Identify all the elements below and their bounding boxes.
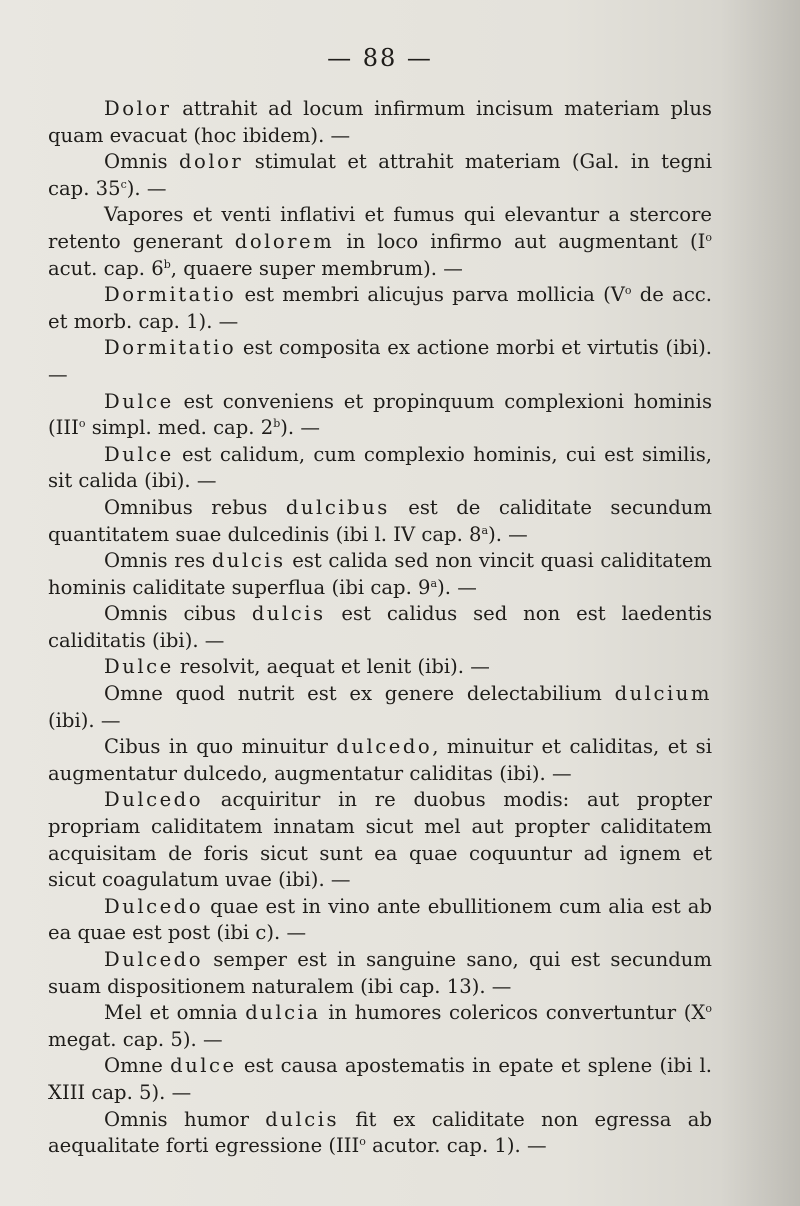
page-text	[48, 96, 712, 1160]
paragraph	[48, 442, 712, 495]
superscript: o	[624, 284, 632, 298]
superscript: b	[163, 257, 171, 271]
text-segment: quae est in vino ante ebullitionem cum alia est ab ea quae est post (ibi c). —	[48, 894, 712, 945]
spaced-term: Dolor	[104, 97, 172, 120]
spaced-term: Dulcedo	[104, 788, 204, 812]
superscript: o	[705, 1002, 712, 1016]
text-segment: Cibus in quo minuitur	[104, 735, 337, 759]
paragraph	[48, 495, 712, 548]
paragraph	[48, 1053, 712, 1106]
text-segment: est membri alicujus parva mollicia (V	[236, 283, 625, 307]
text-segment: Mel et omnia	[104, 1001, 246, 1025]
text-segment: est composita ex actione morbi et virtutis (ibi). —	[48, 336, 712, 386]
superscript: c	[120, 177, 127, 191]
spaced-term: dulcium	[614, 682, 712, 706]
paragraph	[48, 894, 712, 947]
paragraph	[48, 389, 712, 442]
paragraph	[48, 548, 712, 601]
superscript: o	[705, 230, 712, 244]
text-segment: stimulat et attrahit materiam (Gal. in tegni cap. 35	[48, 150, 712, 200]
paragraph	[48, 282, 712, 335]
text-segment: semper est in sanguine sano, qui est secundum suam dispositionem naturalem (ibi cap. 13). —	[48, 948, 712, 998]
text-segment: acut. cap. 6	[48, 256, 164, 280]
text-segment: est calida sed non vincit quasi caliditatem hominis caliditate superflua (ibi cap. 9	[48, 549, 712, 599]
text-segment: ). —	[280, 416, 320, 440]
paragraph	[48, 654, 712, 681]
text-segment: acquiritur in re duobus modis: aut propter propriam caliditatem innatam sicut mel aut propter caliditatem acquisitam de foris sicut sunt ea quae coquuntur ad ignem et sicut coagulatum uvae (ibi). —	[48, 788, 712, 892]
spaced-term: Dulcedo	[104, 948, 204, 971]
spaced-term: dulce	[170, 1054, 237, 1078]
spaced-term: Dulce	[104, 442, 174, 466]
spaced-term: Dulce	[104, 389, 174, 413]
text-segment: in loco infirmo aut augmentant (I	[334, 229, 706, 253]
spaced-term: dulcia	[245, 1001, 321, 1025]
text-segment: de acc. et morb. cap. 1). —	[48, 283, 713, 333]
spaced-term: dulcis	[211, 549, 286, 573]
paragraph	[48, 947, 712, 1000]
text-segment: ). —	[437, 575, 477, 599]
superscript: a	[430, 576, 438, 590]
text-segment: Omnibus rebus	[104, 495, 286, 519]
text-segment: Vapores et venti inflativi et fumus qui elevantur a stercore retento generant	[48, 203, 712, 253]
paragraph	[48, 96, 712, 149]
text-segment: (ibi). —	[48, 708, 121, 732]
superscript: o	[78, 417, 86, 431]
spaced-term: dulcibus	[285, 495, 390, 519]
paragraph	[48, 1107, 712, 1160]
text-segment: Omnis humor	[104, 1107, 266, 1131]
text-segment: est calidus sed non est laedentis caliditatis (ibi). —	[48, 602, 712, 652]
text-segment: est calidum, cum complexio hominis, cui est similis, sit calida (ibi). —	[48, 442, 712, 493]
superscript: o	[359, 1135, 366, 1149]
text-segment: est conveniens et propinquum complexioni hominis (III	[48, 389, 712, 440]
text-segment: fit ex caliditate non egressa ab aequalitate forti egressione (III	[48, 1107, 712, 1158]
spaced-term: Dormitatio	[104, 336, 237, 360]
text-segment: est de caliditate secundum quantitatem suae dulcedinis (ibi l. IV cap. 8	[48, 495, 712, 546]
text-segment: Omne	[104, 1054, 171, 1078]
spaced-term: dulcis	[265, 1107, 340, 1131]
text-segment: attrahit ad locum infirmum incisum materiam plus quam evacuat (hoc ibidem). —	[48, 97, 712, 147]
text-segment: est causa apostematis in epate et splene (ibi l. XIII cap. 5). —	[48, 1054, 712, 1104]
paragraph	[48, 734, 712, 787]
text-segment: resolvit, aequat et lenit (ibi). —	[173, 655, 490, 679]
spaced-term: dolor	[179, 150, 244, 174]
text-segment: Omnis	[104, 150, 179, 174]
text-segment: ). —	[488, 522, 528, 546]
text-segment: acutor. cap. 1). —	[365, 1134, 547, 1158]
text-segment: simpl. med. cap. 2	[85, 416, 274, 440]
text-segment: Omnis cibus	[104, 602, 252, 626]
paragraph	[48, 149, 712, 202]
text-segment: Omne quod nutrit est ex genere delectabilium	[104, 682, 615, 706]
text-segment: , minuitur et caliditas, et si augmentatur dulcedo, augmentatur caliditas (ibi). —	[48, 735, 712, 785]
paragraph	[48, 1000, 712, 1053]
spaced-term: Dulce	[104, 655, 174, 679]
page-number: — 88 —	[327, 44, 433, 72]
paragraph	[48, 787, 712, 893]
paragraph	[48, 681, 712, 734]
spaced-term: dolorem	[234, 229, 335, 253]
spaced-term: dulcis	[251, 602, 326, 626]
superscript: b	[273, 417, 281, 431]
superscript: a	[481, 523, 489, 537]
paragraph	[48, 601, 712, 654]
text-segment: ). —	[126, 176, 167, 200]
paragraph	[48, 335, 712, 388]
spaced-term: dulcedo	[336, 735, 433, 759]
paragraph	[48, 202, 712, 282]
spaced-term: Dulcedo	[104, 894, 204, 918]
text-segment: Omnis res	[104, 549, 212, 573]
text-segment: megat. cap. 5). —	[48, 1027, 223, 1051]
text-segment: , quaere super membrum). —	[170, 256, 463, 280]
text-segment: in humores colericos convertuntur (X	[320, 1001, 706, 1025]
spaced-term: Dormitatio	[104, 283, 237, 307]
